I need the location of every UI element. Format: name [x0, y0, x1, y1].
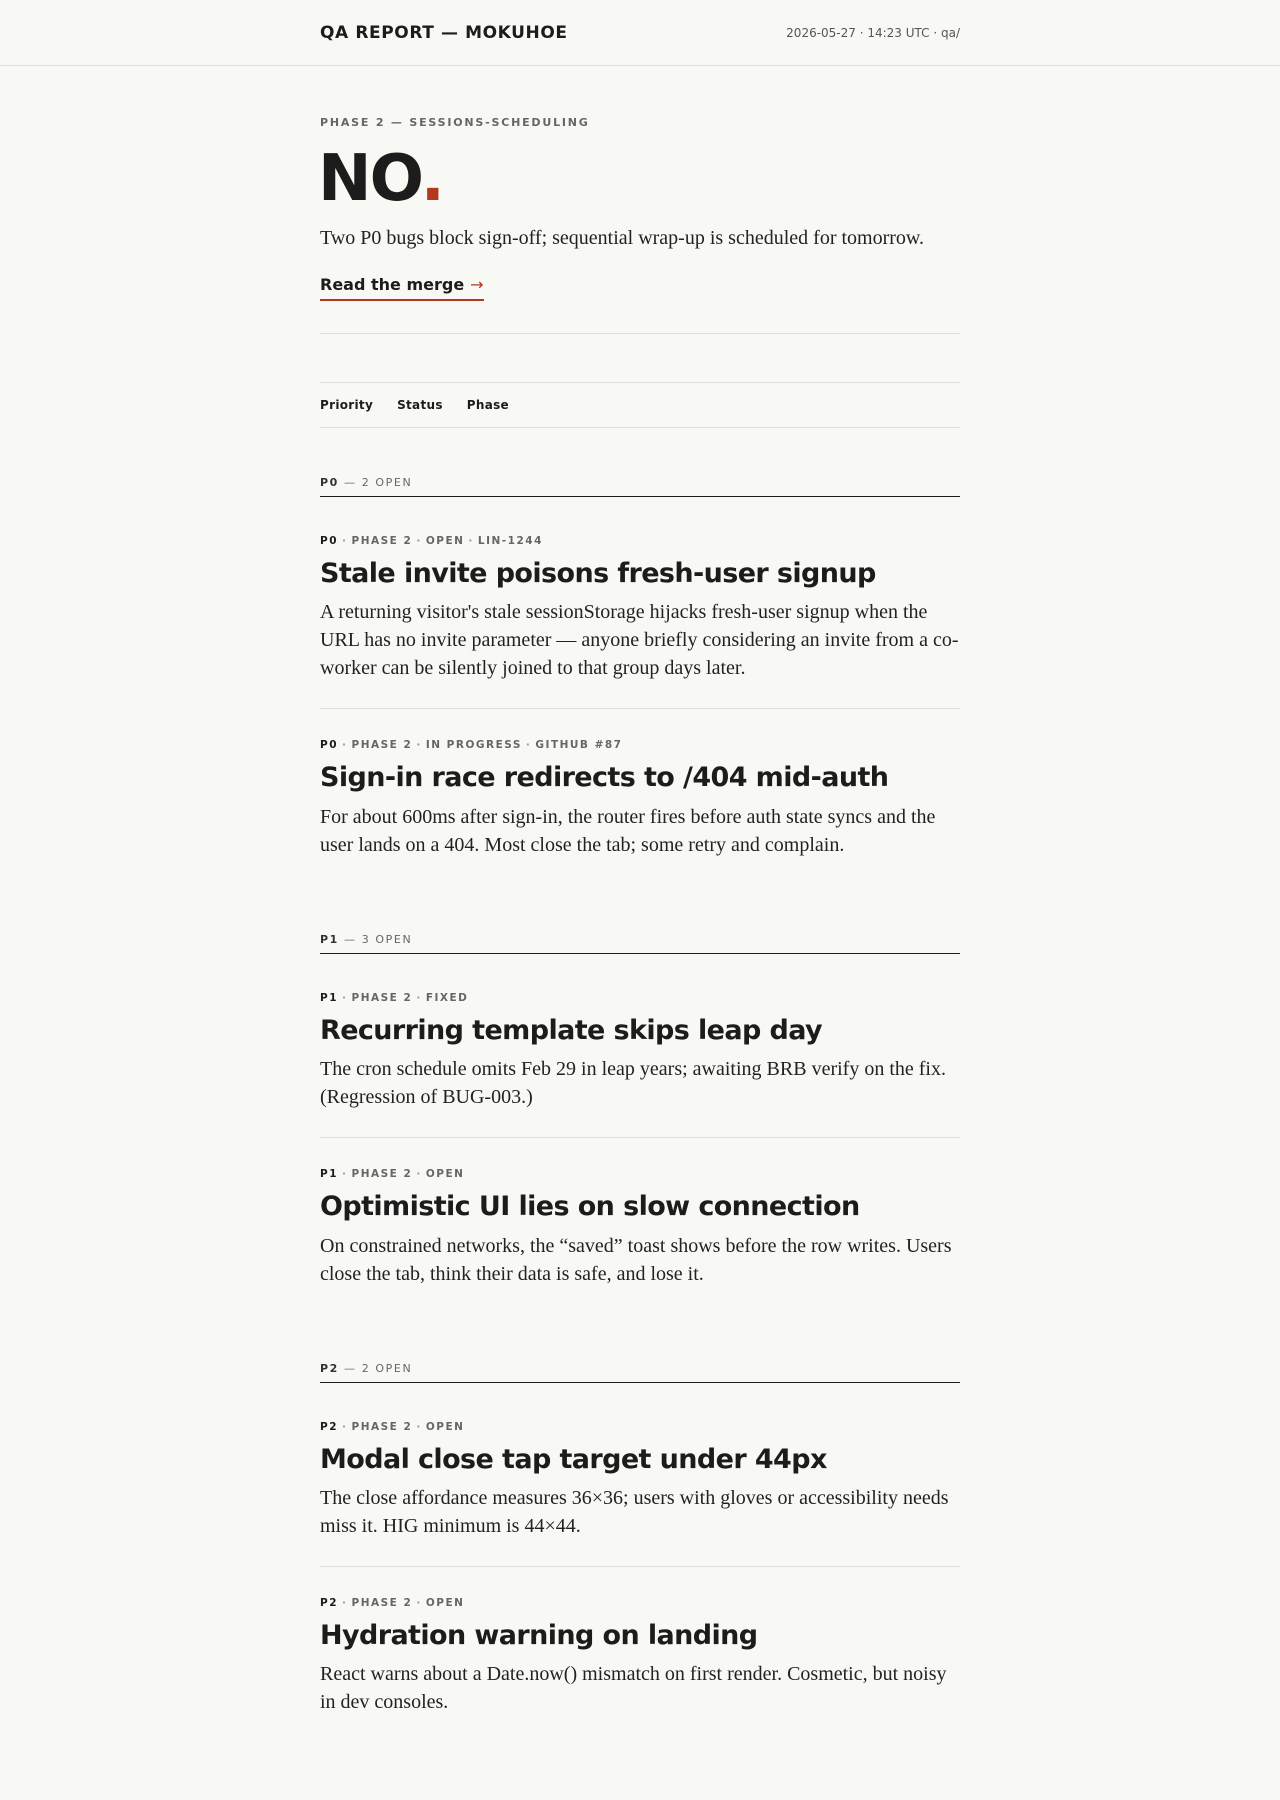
issue-body: A returning visitor's stale sessionStorage hijacks fresh-user signup when the URL has no invite parameter — anyone briefly considering an invite from a co-worker can be silently joined to that group days later.	[320, 601, 959, 680]
issue-card[interactable]	[320, 1567, 960, 1742]
issue-body: The cron schedule omits Feb 29 in leap years; awaiting BRB verify on the fix. (Regression of BUG-003.)	[320, 1058, 946, 1109]
issue-priority: P1	[320, 1168, 339, 1181]
read-merge-link[interactable]	[320, 275, 484, 301]
issue-phase: PHASE 2	[351, 535, 413, 547]
issue-card[interactable]	[320, 709, 960, 884]
issue-phase: PHASE 2	[351, 1168, 413, 1181]
issue-card[interactable]	[320, 497, 960, 709]
issue-meta	[320, 739, 960, 751]
issue-priority: P0	[320, 739, 339, 752]
verdict-summary: Two P0 bugs block sign-off; sequential wrap-up is scheduled for tomorrow.	[320, 227, 925, 249]
read-merge-label: Read the merge	[320, 275, 465, 294]
issue-card[interactable]	[320, 1383, 960, 1567]
group-count: — 3 OPEN	[344, 932, 413, 946]
group-priority: P0	[320, 476, 339, 489]
issue-meta	[320, 1597, 960, 1609]
issue-meta	[320, 1168, 960, 1180]
issue-body: The close affordance measures 36×36; users with gloves or accessibility needs miss it. HIG minimum is 44×44.	[320, 1486, 949, 1537]
issue-ref[interactable]: GITHUB #87	[535, 739, 623, 752]
issue-priority: P0	[320, 535, 339, 547]
issue-priority: P1	[320, 991, 339, 1004]
meta-separator: ·	[416, 739, 422, 752]
filter-status[interactable]: Status	[397, 398, 443, 412]
issue-status: OPEN	[425, 1168, 465, 1181]
verdict-dot: .	[420, 142, 443, 216]
issue-ref[interactable]: LIN-1244	[477, 535, 543, 547]
issue-status: FIXED	[425, 991, 469, 1004]
meta-separator: ·	[342, 535, 348, 547]
group-count: — 2 OPEN	[344, 1361, 413, 1375]
arrow-right-icon: →	[470, 275, 484, 294]
issue-title[interactable]: Optimistic UI lies on slow connection	[320, 1191, 860, 1223]
meta-separator: ·	[342, 1168, 348, 1181]
meta-separator: ·	[416, 991, 422, 1004]
issue-phase: PHASE 2	[351, 739, 413, 752]
group-header	[320, 933, 960, 954]
group-p1	[320, 933, 960, 1314]
group-header	[320, 1362, 960, 1383]
issue-card[interactable]	[320, 954, 960, 1138]
filter-bar	[320, 382, 960, 428]
verdict-heading	[318, 142, 960, 216]
group-header	[320, 476, 960, 497]
top-bar-inner	[320, 0, 960, 66]
main-content	[320, 66, 960, 1742]
issue-title[interactable]: Stale invite poisons fresh-user signup	[320, 558, 876, 589]
top-bar	[0, 0, 1280, 66]
issue-body: React warns about a Date.now() mismatch on first render. Cosmetic, but noisy in dev consoles.	[320, 1663, 947, 1714]
issue-status: OPEN	[425, 1596, 465, 1609]
issue-meta	[320, 992, 960, 1004]
verdict-text: NO	[318, 142, 421, 216]
group-p0	[320, 476, 960, 885]
issue-title[interactable]: Hydration warning on landing	[320, 1619, 758, 1651]
issue-status: OPEN	[425, 535, 465, 547]
group-priority: P1	[320, 932, 339, 946]
issue-priority: P2	[320, 1596, 339, 1609]
meta-separator: ·	[416, 1596, 422, 1609]
issue-title[interactable]: Sign-in race redirects to /404 mid-auth	[320, 762, 889, 794]
meta-separator: ·	[525, 739, 532, 752]
meta-separator: ·	[416, 1420, 422, 1433]
phase-eyebrow: PHASE 2 — SESSIONS-SCHEDULING	[320, 116, 590, 129]
meta-separator: ·	[416, 1168, 422, 1181]
issue-meta	[320, 535, 960, 547]
issue-title[interactable]: Recurring template skips leap day	[320, 1014, 823, 1046]
meta-separator: ·	[416, 535, 422, 547]
issue-phase: PHASE 2	[351, 1420, 413, 1433]
issue-status: IN PROGRESS	[425, 739, 522, 752]
filter-phase[interactable]: Phase	[466, 398, 509, 412]
issue-phase: PHASE 2	[351, 1596, 413, 1609]
meta-separator: ·	[342, 1596, 348, 1609]
divider	[320, 333, 960, 334]
issue-priority: P2	[320, 1420, 339, 1433]
report-timestamp: 2026-05-27 · 14:23 UTC · qa/	[786, 26, 960, 40]
issue-body: On constrained networks, the “saved” toast shows before the row writes. Users close the tab, think their data is safe, and lose it.	[320, 1234, 952, 1285]
meta-separator: ·	[342, 991, 348, 1004]
issue-title[interactable]: Modal close tap target under 44px	[320, 1443, 827, 1475]
issue-card[interactable]	[320, 1138, 960, 1313]
meta-separator: ·	[468, 535, 474, 547]
group-count: — 2 OPEN	[344, 476, 413, 489]
group-priority: P2	[320, 1361, 339, 1375]
issue-meta	[320, 1421, 960, 1433]
meta-separator: ·	[342, 1420, 348, 1433]
issue-body: For about 600ms after sign-in, the router fires before auth state syncs and the user lands on a 404. Most close the tab; some retry and complain.	[320, 805, 936, 856]
issue-phase: PHASE 2	[351, 991, 413, 1004]
group-p2	[320, 1362, 960, 1743]
meta-separator: ·	[342, 739, 348, 752]
issue-status: OPEN	[425, 1420, 465, 1433]
verdict-section	[320, 66, 960, 334]
filter-priority[interactable]: Priority	[320, 398, 374, 412]
report-title[interactable]: QA REPORT — MOKUHOE	[320, 23, 568, 43]
